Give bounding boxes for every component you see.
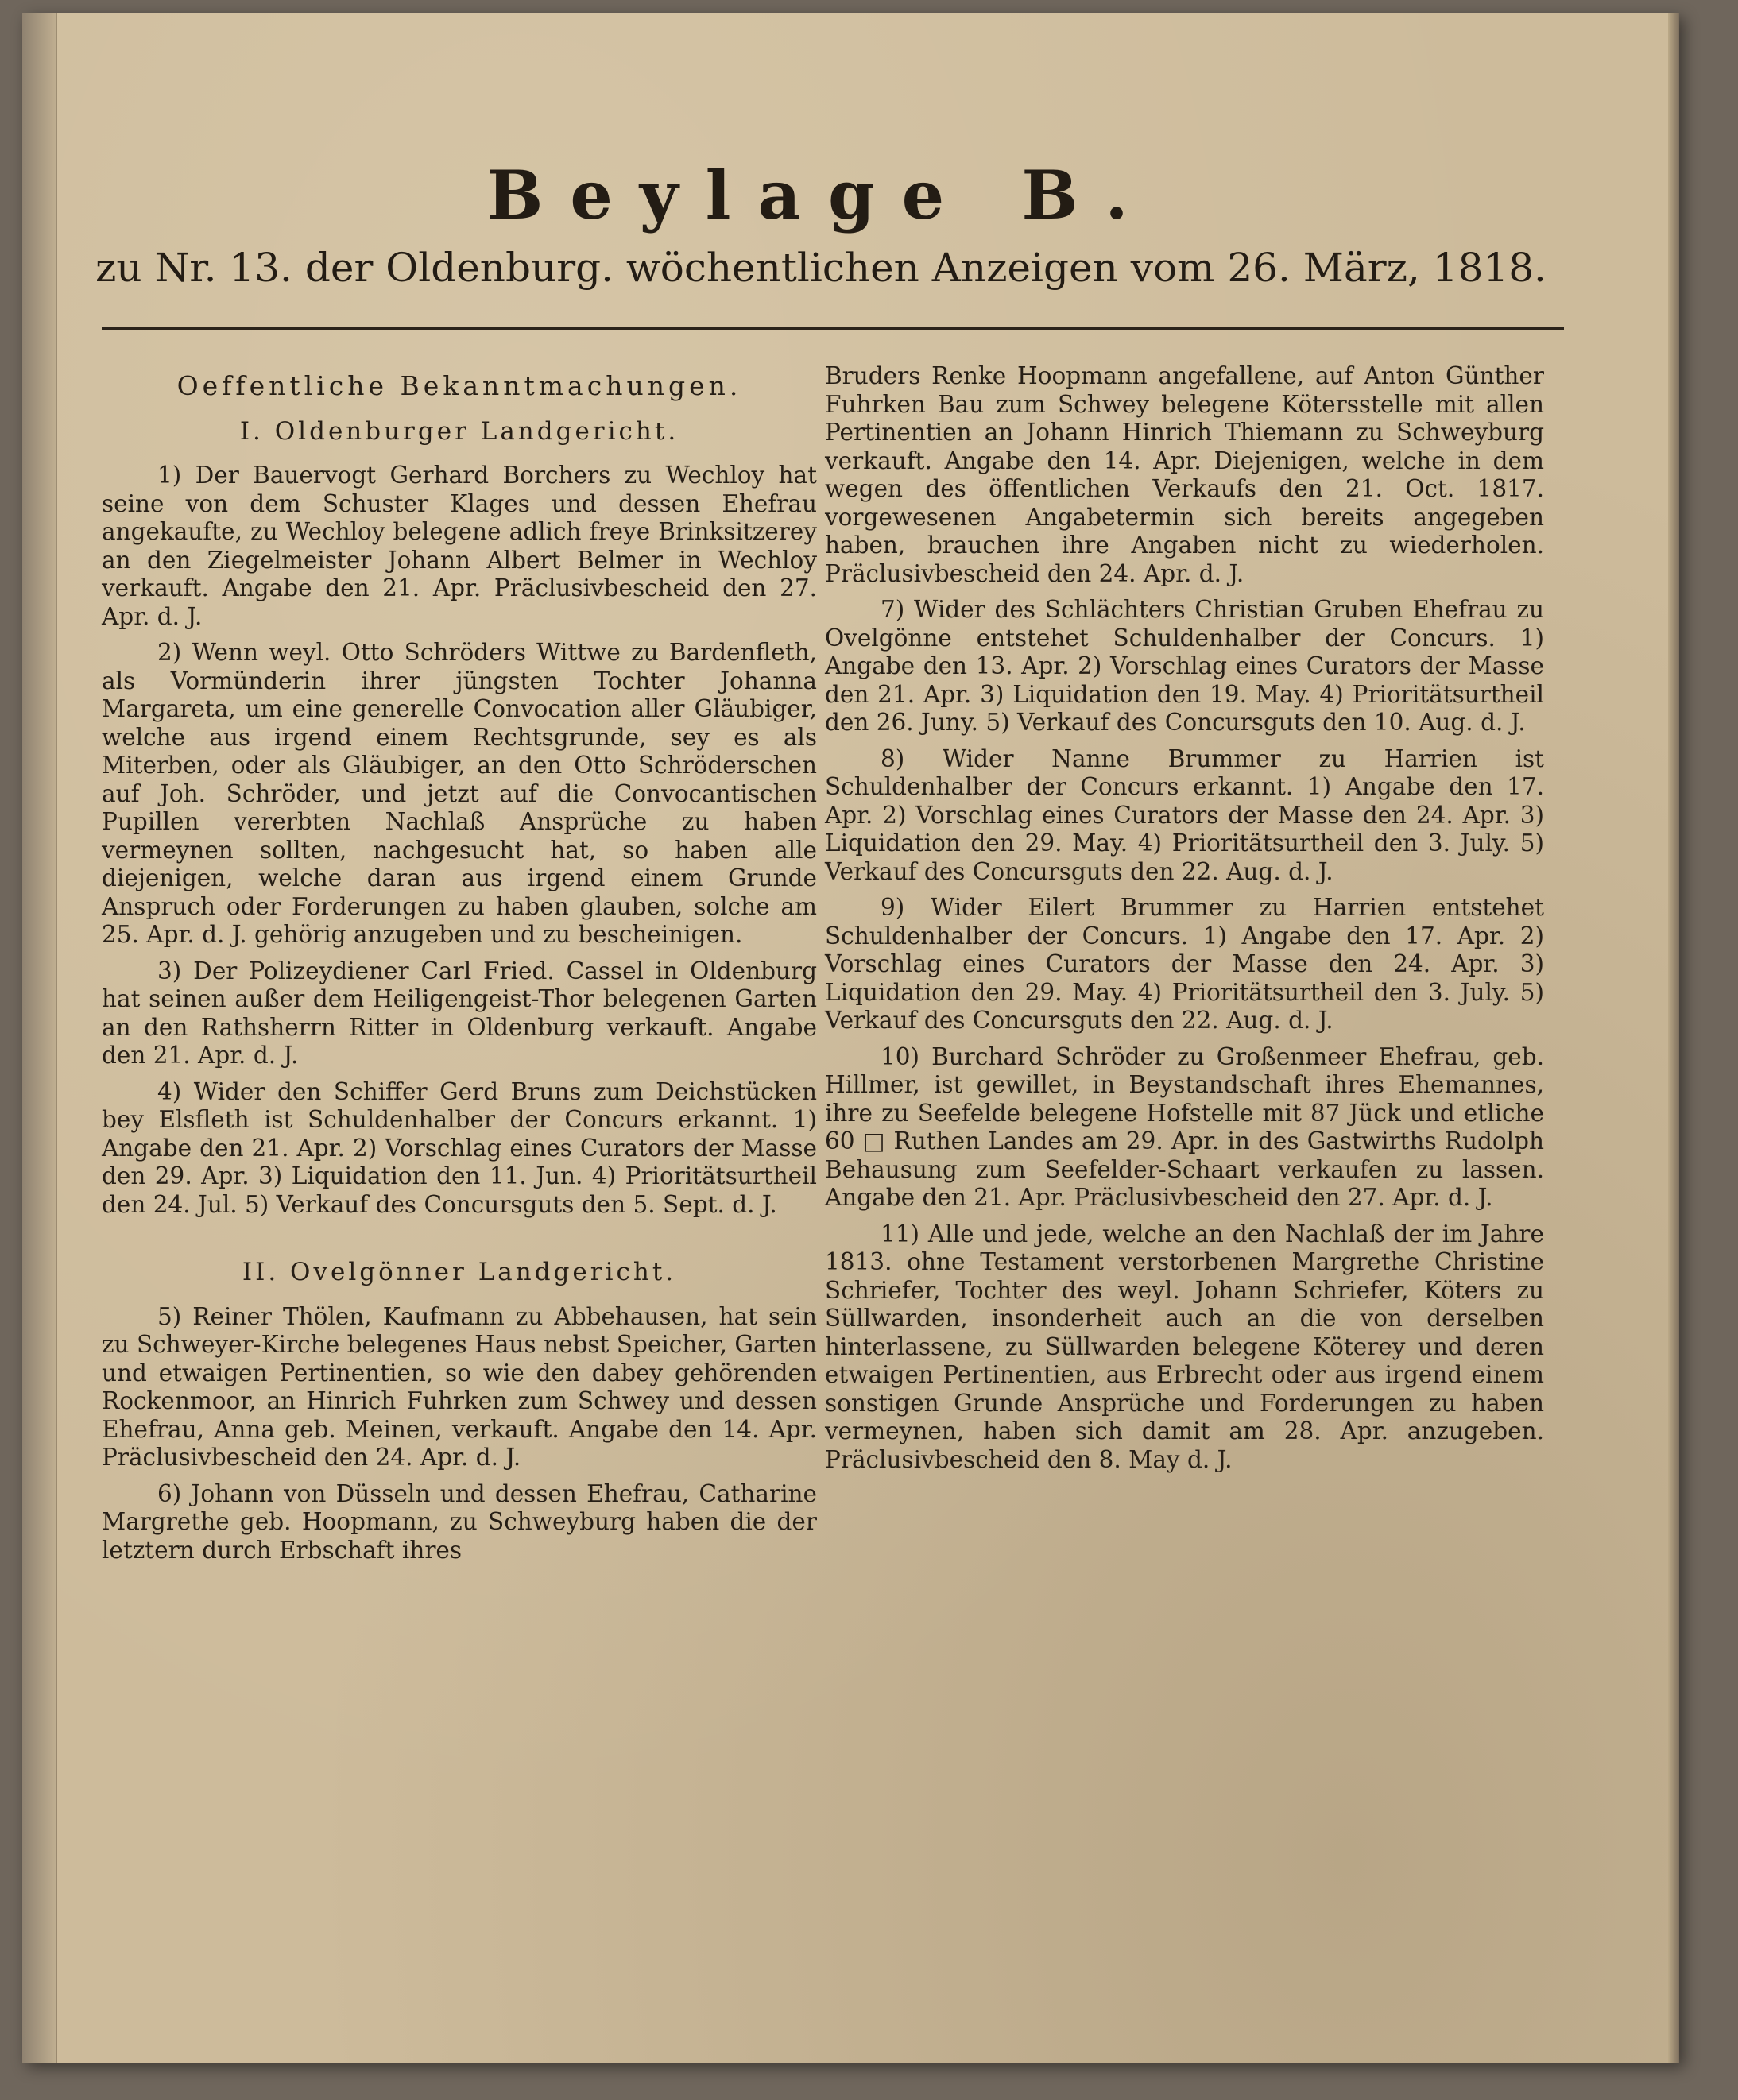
- notice-5: 5) Reiner Thölen, Kaufmann zu Abbehausen, hat sein zu Schweyer-Kirche belegenes Haus nebst Speicher, Garten und etwaigen Pertinentien, so wie den dabey gehörenden Rockenmoor, an Hinrich Fuhrken zum Schwey und dessen Ehefrau, Anna geb. Meinen, verkauft. Angabe den 14. Apr. Präclusivbescheid den 24. Apr. d. J.: [102, 1302, 817, 1471]
- supplement-title: Beylage B.: [486, 156, 1155, 234]
- newspaper-page: [22, 13, 1679, 2063]
- section-title-oldenburg-court: I. Oldenburger Landgericht.: [239, 416, 679, 446]
- section-title-ovelgoenne-court: II. Ovelgönner Landgericht.: [242, 1258, 677, 1286]
- notice-6-continued: Bruders Renke Hoopmann angefallene, auf Anton Günther Fuhrken Bau zum Schwey belegene Kötersstelle mit allen Pertinentien an Johann Hinrich Thiemann zu Schweyburg verkauft. Angabe den 14. Apr. Diejenigen, welche in dem wegen des öffentlichen Verkaufs den 21. Oct. 1817. vorgewesenen Angabetermin sich bereits angegeben haben, brauchen ihre Angaben nicht zu wiederholen. Präclusivbescheid den 24. Apr. d. J.: [825, 362, 1544, 587]
- page-binding-edge: [22, 13, 56, 2063]
- header-divider-rule: [102, 327, 1564, 330]
- issue-subtitle: zu Nr. 13. der Oldenburg. wöchentlichen Anzeigen vom 26. März, 1818.: [95, 245, 1546, 291]
- left-column: [102, 362, 817, 1572]
- notice-9: 9) Wider Eilert Brummer zu Harrien entstehet Schuldenhalber der Concurs. 1) Angabe den 17. Apr. 2) Vorschlag eines Curators der Masse den 24. Apr. 3) Liquidation den 29. May. 4) Prioritätsurtheil den 3. July. 5) Verkauf des Concursguts den 22. Aug. d. J.: [825, 894, 1544, 1034]
- notice-2: 2) Wenn weyl. Otto Schröders Wittwe zu Bardenfleth, als Vormünderin ihrer jüngsten Tochter Johanna Margareta, um eine generelle Convocation aller Gläubiger, welche aus irgend einem Rechtsgrunde, sey es als Miterben, oder als Gläubiger, an den Otto Schröderschen auf Joh. Schröder, und jetzt auf die Convocantischen Pupillen vererbten Nachlaß Ansprüche zu haben vermeynen sollten, nachgesucht hat, so haben alle diejenigen, welche daran aus irgend einem Grunde Anspruch oder Forderungen zu haben glauben, solche am 25. Apr. d. J. gehörig anzugeben und zu bescheinigen.: [102, 639, 817, 948]
- notice-1: 1) Der Bauervogt Gerhard Borchers zu Wechloy hat seine von dem Schuster Klages und dessen Ehefrau angekaufte, zu Wechloy belegene adlich freye Brinksitzerey an den Ziegelmeister Johann Albert Belmer in Wechloy verkauft. Angabe den 21. Apr. Präclusivbescheid den 27. Apr. d. J.: [102, 462, 817, 630]
- page-header: [78, 156, 1564, 296]
- notice-4: 4) Wider den Schiffer Gerd Bruns zum Deichstücken bey Elsfleth ist Schuldenhalber der Concurs erkannt. 1) Angabe den 21. Apr. 2) Vorschlag eines Curators der Masse den 29. Apr. 3) Liquidation den 11. Jun. 4) Prioritätsurtheil den 24. Jul. 5) Verkauf des Concursguts den 5. Sept. d. J.: [102, 1077, 817, 1218]
- notice-7: 7) Wider des Schlächters Christian Gruben Ehefrau zu Ovelgönne entstehet Schuldenhalber der Concurs. 1) Angabe den 13. Apr. 2) Vorschlag eines Curators der Masse den 21. Apr. 3) Liquidation den 19. May. 4) Prioritätsurtheil den 26. Juny. 5) Verkauf des Concursguts den 10. Aug. d. J.: [825, 596, 1544, 736]
- notice-8: 8) Wider Nanne Brummer zu Harrien ist Schuldenhalber der Concurs erkannt. 1) Angabe den 17. Apr. 2) Vorschlag eines Curators der Masse den 24. Apr. 3) Liquidation den 29. May. 4) Prioritätsurtheil den 3. July. 5) Verkauf des Concursguts den 22. Aug. d. J.: [825, 744, 1544, 885]
- notice-6: 6) Johann von Düsseln und dessen Ehefrau, Catharine Margrethe geb. Hoopmann, zu Schweyburg haben die der letztern durch Erbschaft ihres: [102, 1479, 817, 1564]
- page-right-edge: [1668, 13, 1679, 2063]
- notice-10: 10) Burchard Schröder zu Großenmeer Ehefrau, geb. Hillmer, ist gewillet, in Beystandschaft ihres Ehemannes, ihre zu Seefelde belegene Hofstelle mit 87 Jück und etliche 60 □ Ruthen Landes am 29. Apr. in des Gastwirths Rudolph Behausung zum Seefelder-Schaart verkaufen zu lassen. Angabe den 21. Apr. Präclusivbescheid den 27. Apr. d. J.: [825, 1042, 1544, 1211]
- right-column: [825, 362, 1544, 1482]
- binding-shadow-line: [56, 13, 57, 2063]
- notice-3: 3) Der Polizeydiener Carl Fried. Cassel in Oldenburg hat seinen außer dem Heiligengeist-Thor belegenen Garten an den Rathsherrn Ritter in Oldenburg verkauft. Angabe den 21. Apr. d. J.: [102, 957, 817, 1069]
- announcements-heading: Oeffentliche Bekanntmachungen.: [176, 370, 742, 401]
- notice-11: 11) Alle und jede, welche an den Nachlaß der im Jahre 1813. ohne Testament verstorbenen Margrethe Christine Schriefer, Tochter des weyl. Johann Schriefer, Köters zu Süllwarden, insonderheit auch an die von derselben hinterlassene, zu Süllwarden belegene Köterey und deren etwaigen Pertinentien, aus Erbrecht oder aus irgend einem sonstigen Grunde Ansprüche und Forderungen zu haben vermeynen, haben sich damit am 28. Apr. anzugeben. Präclusivbescheid den 8. May d. J.: [825, 1220, 1544, 1473]
